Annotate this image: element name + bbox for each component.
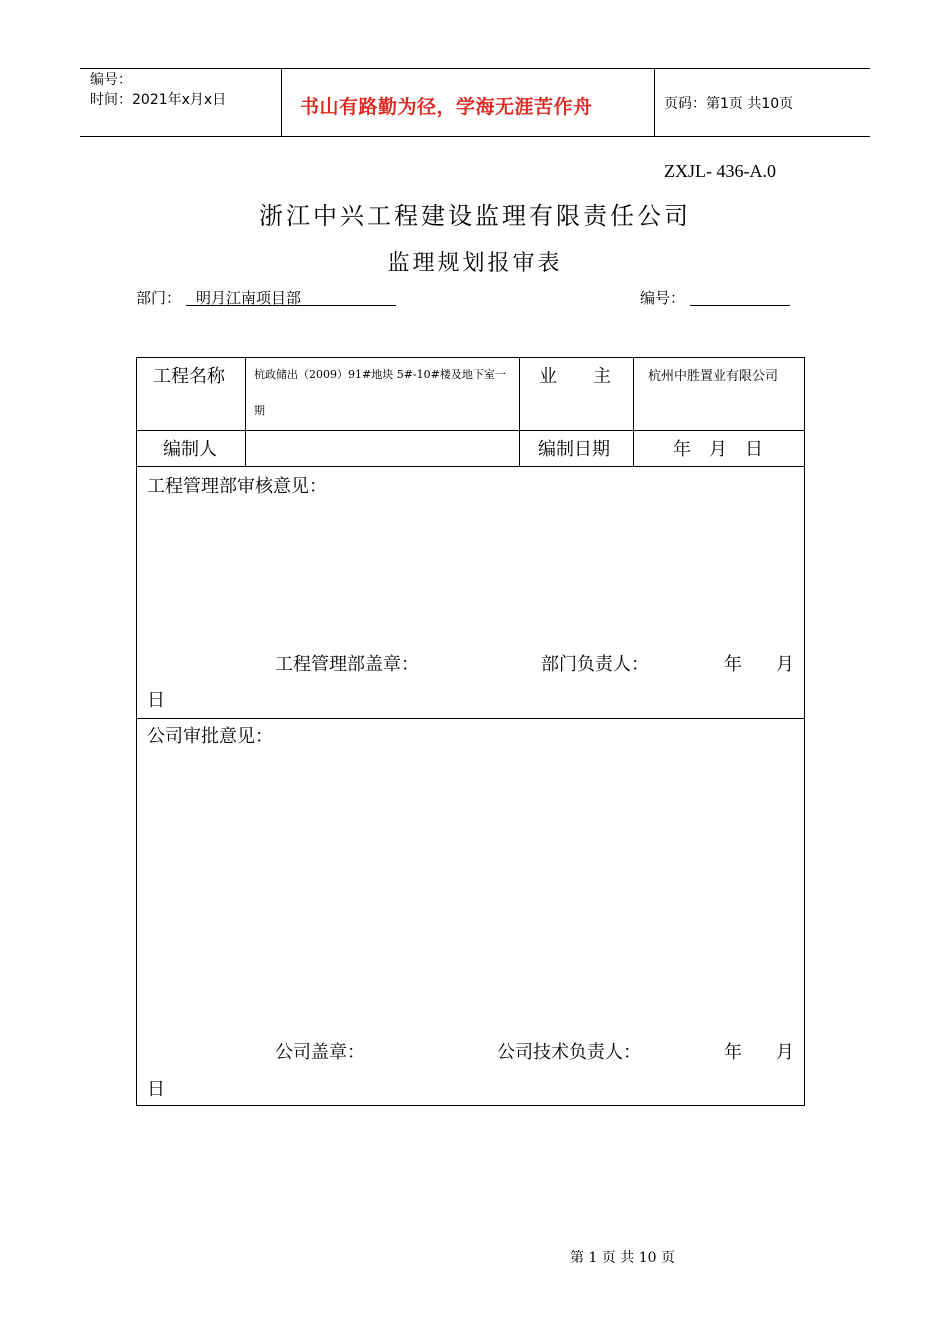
- project-name-value-line1: 杭政储出（2009）91#地块 5#-10#楼及地下室一: [254, 368, 506, 381]
- serial-label: 编号：: [640, 289, 686, 307]
- owner-label: 业 主: [539, 366, 611, 387]
- header-motto: 书山有路勤为径，学海无涯苦作舟: [300, 96, 593, 118]
- col-rule-1: [245, 358, 246, 466]
- header-number-label: 编号：: [90, 72, 132, 88]
- project-name-value-line2: 期: [254, 404, 265, 417]
- col-rule-3: [633, 358, 634, 466]
- compiler-label: 编制人: [163, 439, 217, 460]
- form-title: 监理规划报审表: [387, 251, 563, 276]
- dept-date-month: 月: [776, 654, 794, 675]
- department-value: 明月江南项目部: [196, 289, 302, 307]
- document-code: ZXJL- 436-A.0: [664, 161, 776, 181]
- company-seal-label: 公司盖章：: [275, 1042, 365, 1063]
- header-bottom-rule: [80, 136, 870, 137]
- row-rule-1: [137, 430, 804, 431]
- compile-date-label: 编制日期: [538, 439, 610, 460]
- company-date-day: 日: [147, 1079, 165, 1100]
- col-rule-2: [519, 358, 520, 466]
- dept-date-day: 日: [147, 690, 165, 711]
- company-tech-label: 公司技术负责人：: [497, 1042, 641, 1063]
- row-rule-2: [137, 466, 804, 467]
- dept-head-label: 部门负责人：: [541, 654, 649, 675]
- company-date-year: 年: [724, 1042, 742, 1063]
- compile-date-value: 年 月 日: [673, 439, 763, 460]
- header-page-info: 页码：第1页 共10页: [664, 96, 794, 112]
- owner-value: 杭州中胜置业有限公司: [648, 369, 779, 384]
- row-rule-3: [137, 718, 804, 719]
- review-form-table: [136, 357, 805, 1106]
- company-date-month: 月: [776, 1042, 794, 1063]
- department-underline: [186, 305, 396, 306]
- header-divider-right: [654, 68, 655, 136]
- dept-review-label: 工程管理部审核意见：: [147, 476, 327, 497]
- header-top-rule: [80, 68, 870, 69]
- project-name-label: 工程名称: [153, 366, 225, 387]
- header-time-label: 时间：2021年x月x日: [90, 92, 227, 108]
- serial-underline: [690, 305, 790, 306]
- company-review-label: 公司审批意见：: [147, 726, 273, 747]
- dept-seal-label: 工程管理部盖章：: [275, 654, 419, 675]
- company-name: 浙江中兴工程建设监理有限责任公司: [259, 202, 691, 230]
- dept-date-year: 年: [724, 654, 742, 675]
- department-label: 部门：: [136, 289, 182, 307]
- header-divider-left: [281, 68, 282, 136]
- footer-page-number: 第 1 页 共 10 页: [570, 1250, 675, 1266]
